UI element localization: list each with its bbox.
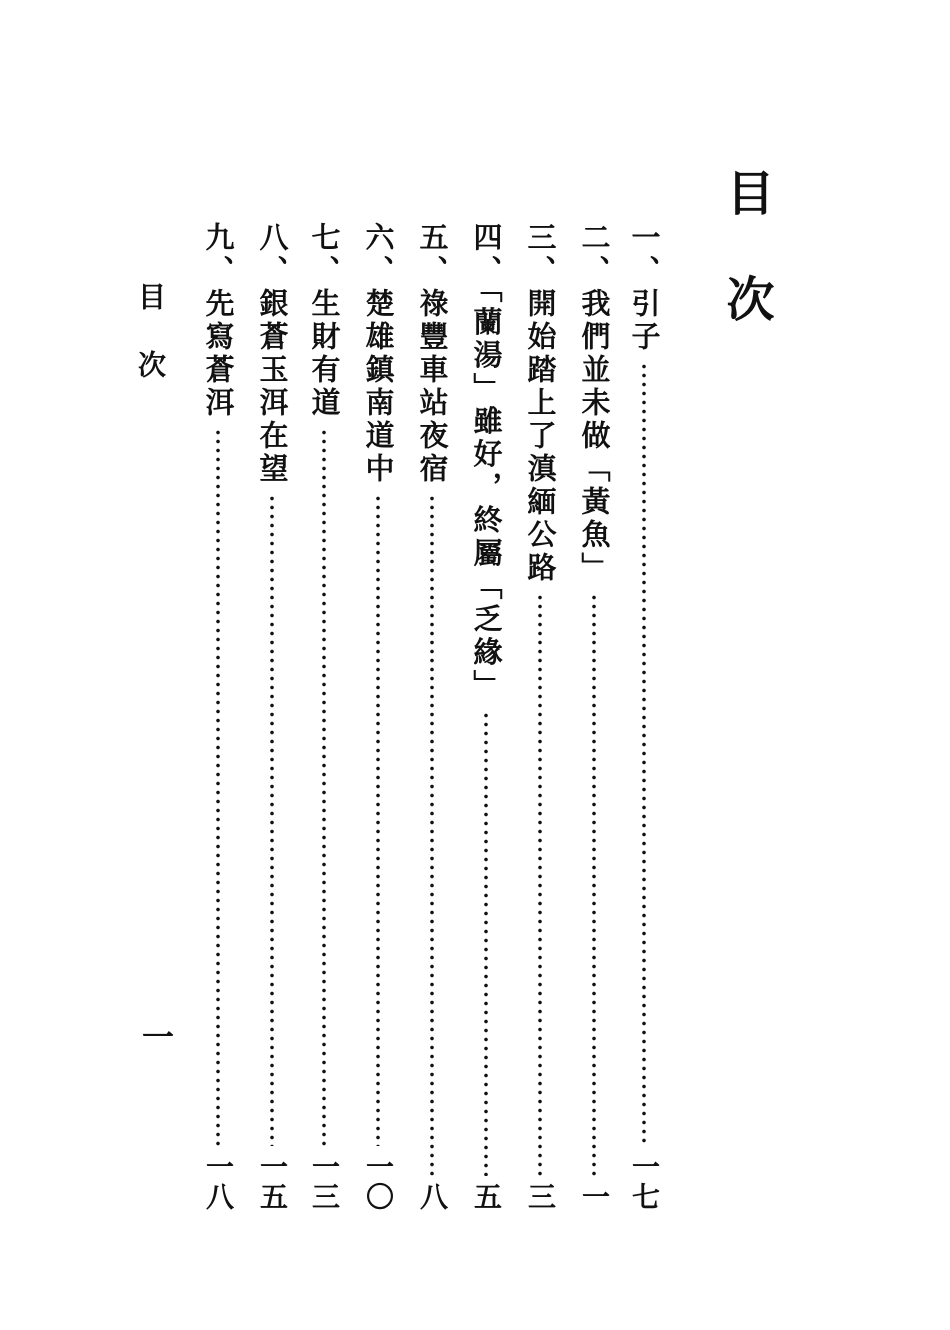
toc-entry-8[interactable] xyxy=(254,222,290,1212)
dot-leader xyxy=(642,362,646,1146)
dot-leader xyxy=(484,711,488,1177)
entry-title: 七、生財有道 xyxy=(307,222,342,420)
entry-title: 一、引子 xyxy=(627,222,662,354)
entry-page-number: 一八 xyxy=(202,1152,235,1212)
toc-entry-9[interactable] xyxy=(200,222,236,1212)
dot-leader xyxy=(592,593,596,1176)
dot-leader xyxy=(430,494,434,1176)
dot-leader xyxy=(538,593,542,1176)
entry-title: 六、楚雄鎮南道中 xyxy=(361,222,396,486)
entry-title: 五、祿豐車站夜宿 xyxy=(415,222,450,486)
toc-entry-7[interactable] xyxy=(306,222,342,1212)
page-title: 目次 xyxy=(718,168,774,380)
entry-page-number: 一七 xyxy=(628,1152,661,1212)
entry-title: 二、我們並未做「黃魚」 xyxy=(577,222,612,585)
entry-page-number: 三 xyxy=(524,1182,557,1212)
entry-page-number: 一 xyxy=(578,1182,611,1212)
dot-leader xyxy=(322,428,326,1146)
toc-entry-4[interactable] xyxy=(468,222,504,1212)
dot-leader xyxy=(376,494,380,1146)
running-head: 目次 xyxy=(134,282,167,418)
dot-leader xyxy=(270,494,274,1146)
entry-title: 九、先寫蒼洱 xyxy=(201,222,236,420)
entry-title: 八、銀蒼玉洱在望 xyxy=(255,222,290,486)
folio-page-number: 一 xyxy=(137,1020,175,1052)
toc-entry-3[interactable] xyxy=(522,222,558,1212)
toc-entry-1[interactable] xyxy=(626,222,662,1212)
entry-page-number: 一〇 xyxy=(362,1152,395,1212)
entry-page-number: 五 xyxy=(470,1182,503,1212)
entry-page-number: 八 xyxy=(416,1182,449,1212)
entry-page-number: 一五 xyxy=(256,1152,289,1212)
entry-title: 三、開始踏上了滇緬公路 xyxy=(523,222,558,585)
toc-entry-2[interactable] xyxy=(576,222,612,1212)
dot-leader xyxy=(216,428,220,1146)
entry-page-number: 一三 xyxy=(308,1152,341,1212)
entry-title: 四、「蘭湯」雖好，終屬「乏緣」 xyxy=(469,222,504,703)
toc-entry-5[interactable] xyxy=(414,222,450,1212)
toc-entry-6[interactable] xyxy=(360,222,396,1212)
